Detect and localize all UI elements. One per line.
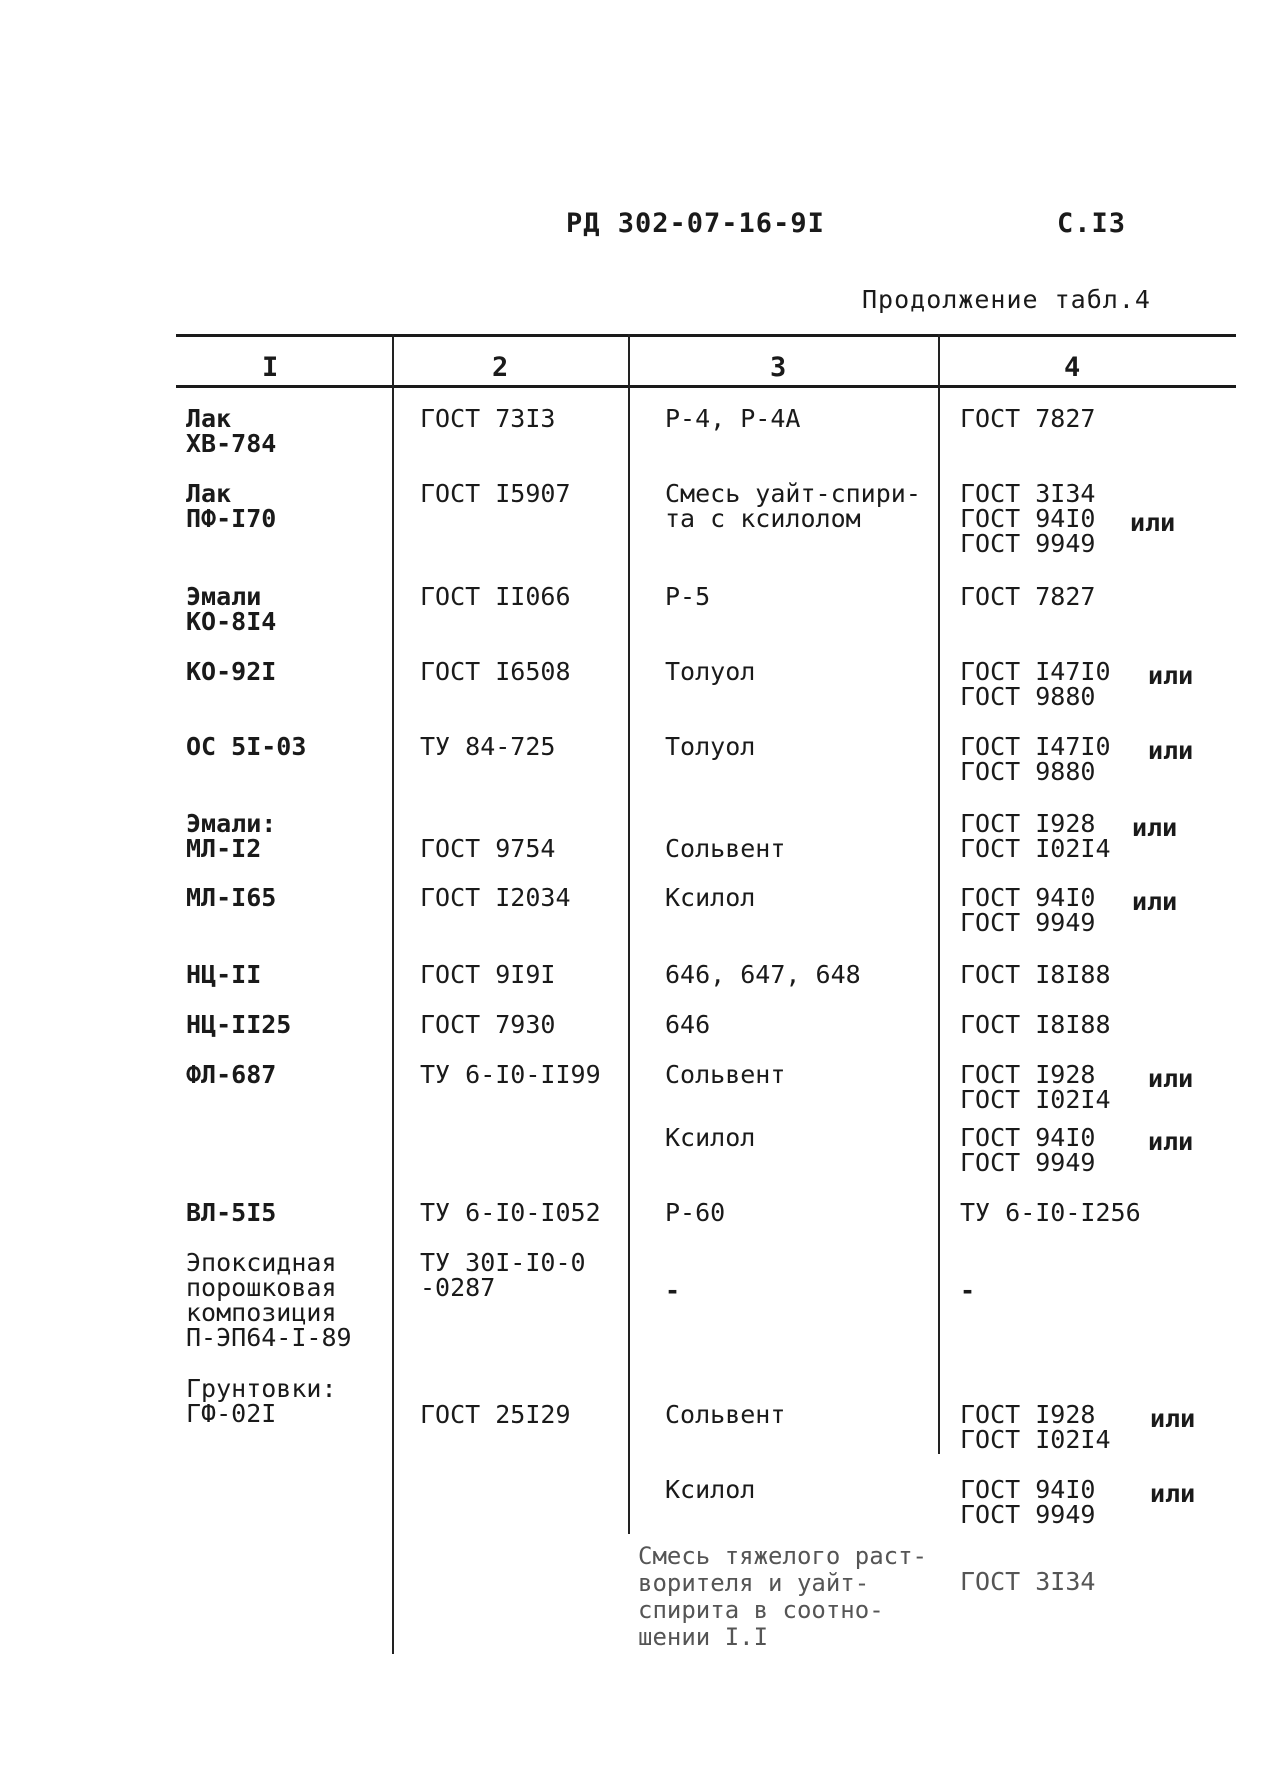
table-cell-solvent-standard: ГОСТ 7827 bbox=[960, 582, 1096, 611]
table-cell-standard: ТУ 6-I0-I052 bbox=[420, 1198, 601, 1227]
ili-label: или bbox=[1150, 1479, 1196, 1508]
table-cell-standard: ГОСТ I5907 bbox=[420, 479, 571, 508]
table-cell-standard: ГОСТ I6508 bbox=[420, 657, 571, 686]
table-top-rule bbox=[176, 334, 1236, 337]
column-header-4: 4 bbox=[1064, 352, 1081, 383]
table-cell-material: Эпоксидная порошковая композиция П-ЭП64-I-89 bbox=[186, 1248, 352, 1352]
ili-label: или bbox=[1148, 736, 1194, 765]
table-cell-standard: ГОСТ 25I29 bbox=[420, 1400, 571, 1429]
table-cell-standard: ГОСТ I2034 bbox=[420, 883, 571, 912]
table-cell-solvent-standard: ГОСТ 3I34 ГОСТ 94I0 ГОСТ 9949 bbox=[960, 479, 1096, 558]
table-cell-solvent: Р-4, Р-4А bbox=[665, 404, 801, 433]
table-cell-material: НЦ-II25 bbox=[186, 1010, 292, 1039]
table-cell-standard: ГОСТ II066 bbox=[420, 582, 571, 611]
table-cell-solvent: 646 bbox=[665, 1010, 711, 1039]
table-header-rule bbox=[176, 385, 1236, 388]
ili-label: или bbox=[1148, 661, 1194, 690]
table-cell-solvent-standard: ТУ 6-I0-I256 bbox=[960, 1198, 1141, 1227]
table-continuation-label: Продолжение табл.4 bbox=[862, 285, 1151, 314]
table-cell-solvent-standard: - bbox=[960, 1276, 976, 1305]
table-cell-material: Эмали: МЛ-I2 bbox=[186, 809, 277, 863]
ili-label: или bbox=[1132, 813, 1178, 842]
table-cell-solvent: Ксилол bbox=[665, 1123, 756, 1152]
table-cell-material: Лак ХВ-784 bbox=[186, 404, 277, 458]
table-cell-standard: ГОСТ 9I9I bbox=[420, 960, 556, 989]
table-cell-material: Эмали КО-8I4 bbox=[186, 582, 277, 636]
table-cell-material: ФЛ-687 bbox=[186, 1060, 277, 1089]
ili-label: или bbox=[1148, 1064, 1194, 1093]
table-cell-standard: ГОСТ 73I3 bbox=[420, 404, 556, 433]
table-cell-standard: ГОСТ 7930 bbox=[420, 1010, 556, 1039]
table-cell-solvent-standard: ГОСТ 7827 bbox=[960, 404, 1096, 433]
table-cell-material: ВЛ-5I5 bbox=[186, 1198, 277, 1227]
column-header-3: 3 bbox=[770, 352, 787, 383]
table-cell-solvent: Сольвент bbox=[665, 1400, 786, 1429]
table-cell-solvent: Сольвент bbox=[665, 1060, 786, 1089]
table-cell-solvent: 646, 647, 648 bbox=[665, 960, 861, 989]
page-number: С.I3 bbox=[1057, 208, 1127, 239]
table-cell-material: Грунтовки: ГФ-02I bbox=[186, 1374, 337, 1428]
table-cell-solvent-standard: ГОСТ I8I88 bbox=[960, 1010, 1111, 1039]
table-cell-solvent: Ксилол bbox=[665, 883, 756, 912]
column-divider-2 bbox=[628, 334, 630, 1534]
table-cell-standard: ГОСТ 9754 bbox=[420, 834, 556, 863]
table-cell-solvent-standard: ГОСТ I8I88 bbox=[960, 960, 1111, 989]
table-cell-solvent: Р-5 bbox=[665, 582, 711, 611]
table-cell-standard: ТУ 84-725 bbox=[420, 732, 556, 761]
document-code: РД 302-07-16-9I bbox=[566, 208, 825, 239]
table-cell-material: КО-92I bbox=[186, 657, 277, 686]
ili-label: или bbox=[1148, 1127, 1194, 1156]
column-divider-1 bbox=[392, 334, 394, 1654]
table-cell-material: Лак ПФ-I70 bbox=[186, 479, 277, 533]
table-cell-solvent: Сольвент bbox=[665, 834, 786, 863]
table-cell-solvent-standard: ГОСТ I47I0 ГОСТ 9880 bbox=[960, 732, 1111, 786]
column-header-2: 2 bbox=[492, 352, 509, 383]
table-cell-standard: ТУ 6-I0-II99 bbox=[420, 1060, 601, 1089]
ili-label: или bbox=[1130, 508, 1176, 537]
table-cell-solvent-standard: ГОСТ 94I0 ГОСТ 9949 bbox=[960, 883, 1096, 937]
table-cell-material: ОС 5I-03 bbox=[186, 732, 307, 761]
table-cell-solvent-standard: ГОСТ I928 ГОСТ I02I4 bbox=[960, 809, 1111, 863]
table-cell-solvent-standard: ГОСТ 94I0 ГОСТ 9949 bbox=[960, 1123, 1096, 1177]
table-cell-solvent: Ксилол bbox=[665, 1475, 756, 1504]
table-cell-solvent: Смесь уайт-спири- та с ксилолом bbox=[665, 479, 921, 533]
table-cell-material: НЦ-II bbox=[186, 960, 262, 989]
table-cell-solvent-standard: ГОСТ I928 ГОСТ I02I4 bbox=[960, 1060, 1111, 1114]
column-header-1: I bbox=[262, 352, 279, 383]
ili-label: или bbox=[1132, 887, 1178, 916]
table-cell-solvent-standard: ГОСТ I47I0 ГОСТ 9880 bbox=[960, 657, 1111, 711]
table-cell-solvent: Смесь тяжелого раст- ворителя и уайт- спирита в соотно- шении I.I bbox=[638, 1542, 927, 1651]
table-cell-solvent: - bbox=[665, 1276, 681, 1305]
ili-label: или bbox=[1150, 1404, 1196, 1433]
table-cell-solvent-standard: ГОСТ 3I34 bbox=[960, 1567, 1096, 1596]
table-cell-solvent: Толуол bbox=[665, 732, 756, 761]
table-cell-solvent: Толуол bbox=[665, 657, 756, 686]
table-cell-material: МЛ-I65 bbox=[186, 883, 277, 912]
table-cell-standard: ТУ 30I-I0-0 -0287 bbox=[420, 1248, 586, 1302]
table-cell-solvent-standard: ГОСТ I928 ГОСТ I02I4 bbox=[960, 1400, 1111, 1454]
table-cell-solvent-standard: ГОСТ 94I0 ГОСТ 9949 bbox=[960, 1475, 1096, 1529]
table-cell-solvent: Р-60 bbox=[665, 1198, 726, 1227]
column-divider-3 bbox=[938, 334, 940, 1454]
